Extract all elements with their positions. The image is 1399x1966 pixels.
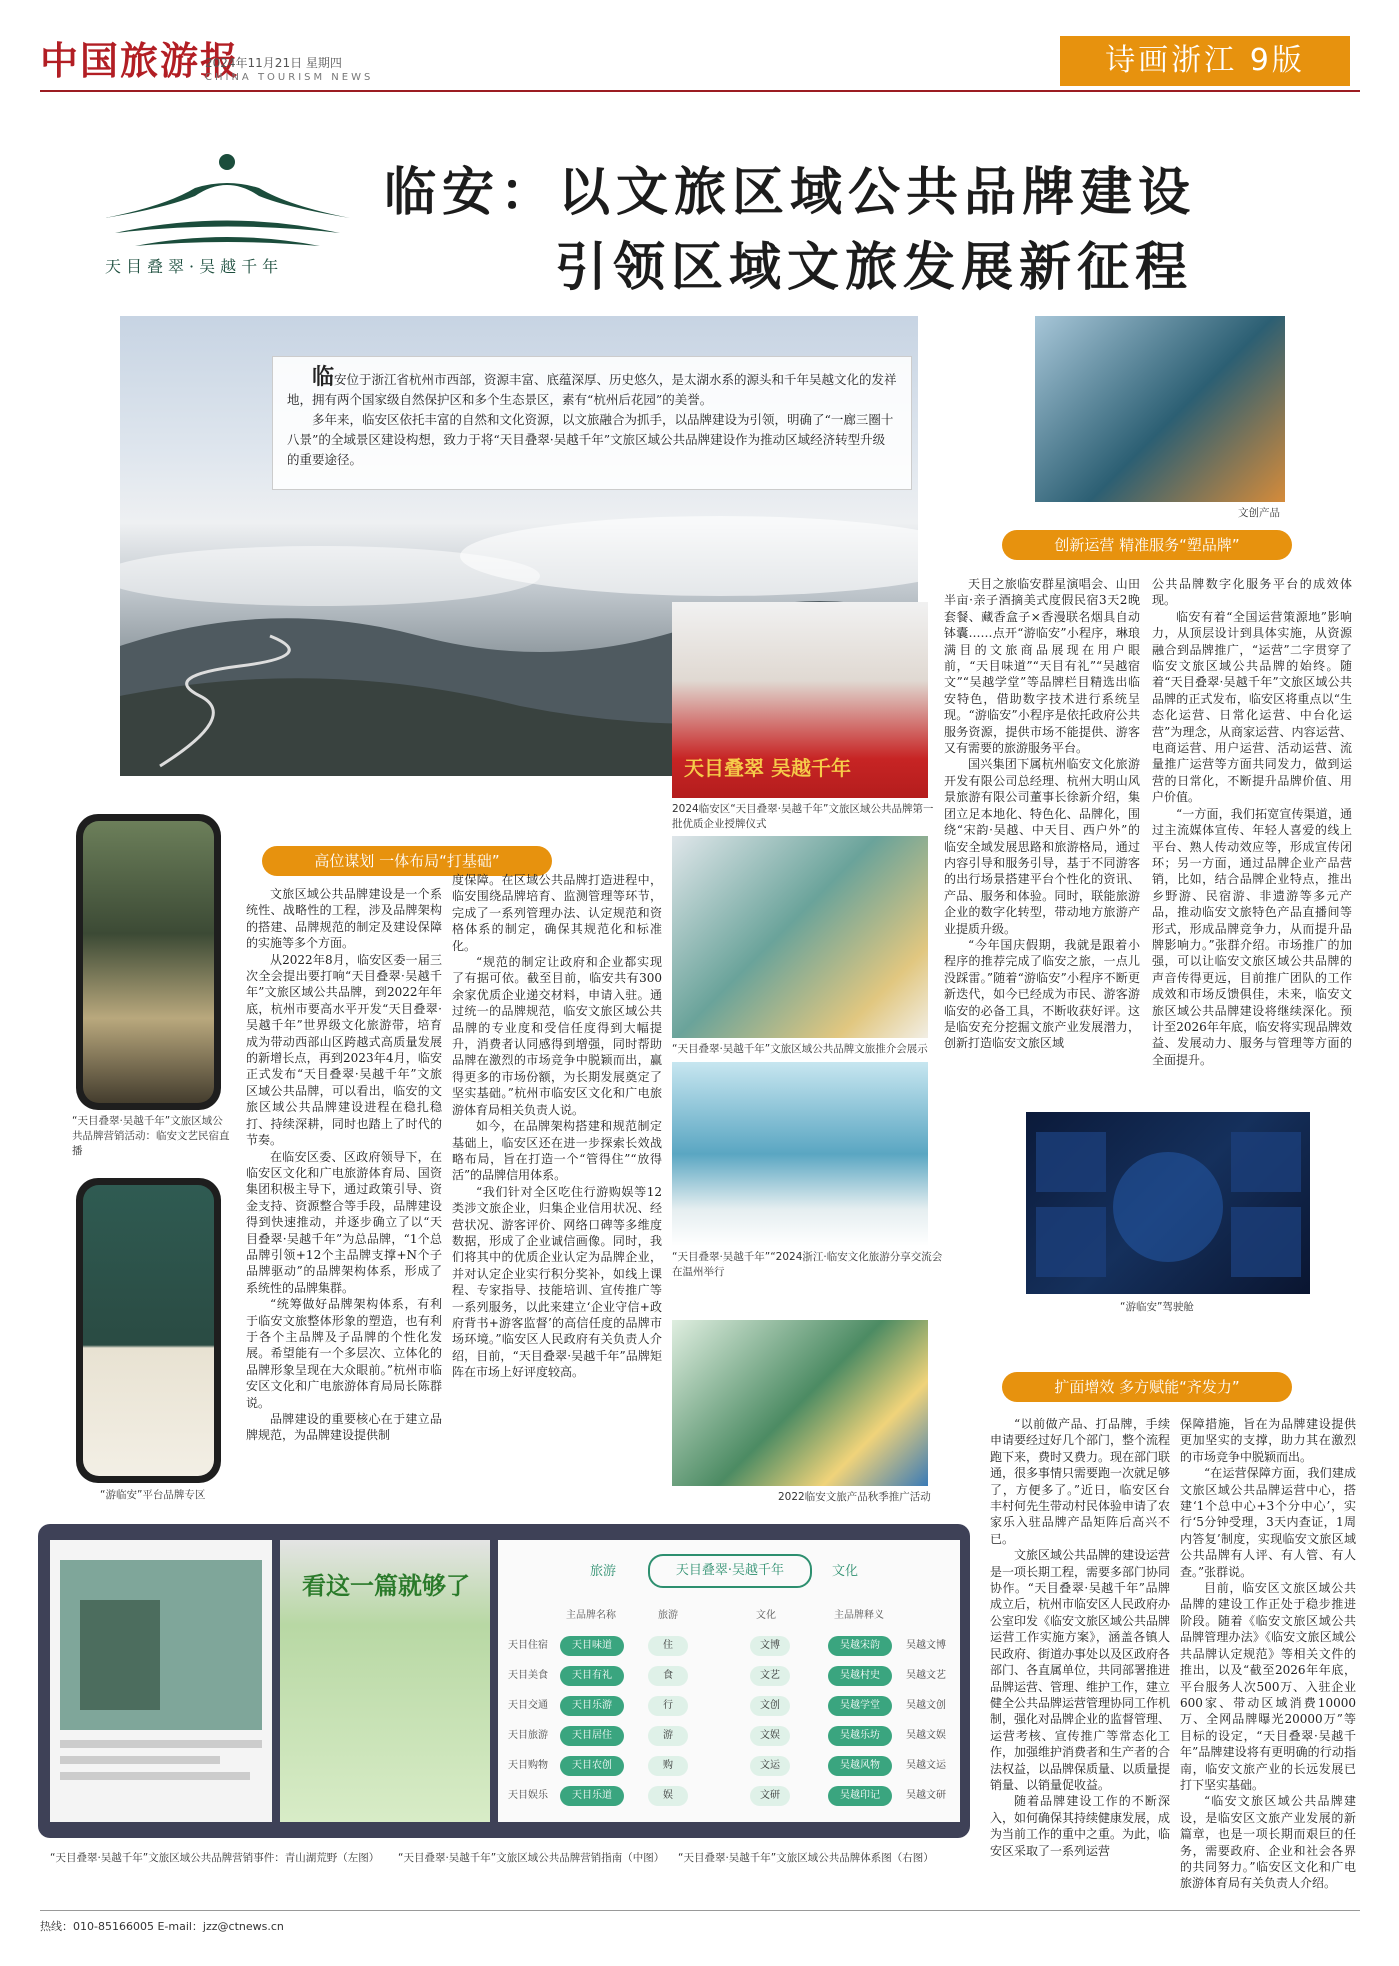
- section-tab: 诗画浙江 9版: [1060, 36, 1350, 86]
- newspaper-english-name: CHINA TOURISM NEWS: [205, 72, 374, 83]
- diagram-center: 天目叠翠·吴越千年: [648, 1554, 812, 1588]
- caption-phone-2: “游临安”平台品牌专区: [100, 1489, 206, 1501]
- diagram-left-node: 天目味道: [560, 1636, 624, 1656]
- paragraph: 如今，在品牌架构搭建和规范制定基础上，临安区还在进一步探索长效战略布局，旨在打造一个“管得住”“放得活”的品牌信用体系。: [452, 1119, 662, 1183]
- diagram-right-node: 吴越风物: [828, 1756, 892, 1776]
- article-column-c1: [990, 1416, 1170, 1902]
- diagram-right-label: 文化: [832, 1564, 859, 1579]
- brand-system-diagram: [498, 1540, 960, 1822]
- paragraph: 文旅区域公共品牌的建设运营是一项长期工程，需要多部门协同协作。“天目叠翠·吴越千年”品牌成立后，杭州市临安区人民政府办公室印发《临安文旅区域公共品牌运营工作实施方案》，涵盖各镇人民政府、街道办事处以及区政府各部门、各直属单位，共同部署推进品牌运营、管理、维护工作，建立健全公共品牌运营管理协同工作机制，强化对品牌企业的监督管理、运营考核、宣传推广等常态化工作，加强维护消费者和生产者的合法权益，以品牌保质量、以质量提销量、以销量促收益。: [990, 1548, 1170, 1792]
- diagram-left-tag: 天目购物: [508, 1760, 548, 1771]
- diagram-left-tag: 天目娱乐: [508, 1790, 548, 1801]
- diagram-mid-right: 文运: [750, 1756, 790, 1776]
- cultural-products-photo: [1035, 316, 1285, 502]
- section-banner-1: 高位谋划 一体布局“打基础”: [262, 846, 552, 876]
- diagram-right-tag: 吴越文娱: [906, 1730, 946, 1741]
- paragraph: “统筹做好品牌架构体系，有利于临安文旅整体形象的塑造，也有利于各个主品牌及子品牌的个性化发展。希望能有一个多层次、立体化的品牌形象呈现在大众眼前。”杭州市临安区文化和广电旅游体育局局长陈群说。: [246, 1297, 442, 1410]
- diagram-mid-left: 住: [648, 1636, 688, 1656]
- diagram-mid-left: 食: [648, 1666, 688, 1686]
- article-column-a1: [246, 886, 442, 1512]
- diagram-mid-right: 文研: [750, 1786, 790, 1806]
- diagram-column-head: 主品牌释义: [834, 1610, 884, 1621]
- paragraph: 公共品牌数字化服务平台的成效体现。: [1152, 577, 1352, 608]
- paragraph: 随着品牌建设工作的不断深入，如何确保其持续健康发展，成为当前工作的重中之重。为此，临安区采取了一系列运营: [990, 1794, 1170, 1858]
- diagram-left-tag: 天目交通: [508, 1700, 548, 1711]
- caption-phone-1: “天目叠翠·吴越千年”文旅区域公共品牌营销活动：临安文艺民宿直播: [72, 1115, 230, 1157]
- caption-cups: 文创产品: [1238, 507, 1280, 519]
- diagram-right-tag: 吴越文艺: [906, 1670, 946, 1681]
- diagram-right-tag: 吴越文运: [906, 1760, 946, 1771]
- dashboard-graphics: [1026, 1112, 1310, 1294]
- diagram-left-tag: 天目美食: [508, 1670, 548, 1681]
- diagram-column-head: 文化: [756, 1610, 776, 1621]
- phone-platform: [76, 1178, 221, 1483]
- paragraph: 在临安区委、区政府领导下，在临安区文化和广电旅游体育局、国资集团积极主导下，通过政策引导、资金支持、资源整合等手段，品牌建设得到快速推动，并逐步确立了以“天目叠翠·吴越千年”为总品牌，“1个总品牌引领+12个主品牌支撑+N个子品牌驱动”的品牌架构体系，形成了系统性的品牌集群。: [246, 1149, 442, 1295]
- article-column-a2: [452, 872, 662, 1504]
- footer-rule: [40, 1910, 1360, 1911]
- paragraph: 天目之旅临安群星演唱会、山田半亩·亲子酒摘美式度假民宿3天2晚套餐、藏香盒子×香漫联名烟具自动钵囊……点开“游临安”小程序，琳琅满目的文旅商品展现在用户眼前，“天目味道”“天目有礼”“吴越宿文”“吴越学堂”等品牌栏目精选出临安特色，借助数字技术进行系统呈现。“游临安”小程序是依托政府公共服务资源，提供市场不能提供、游客又有需要的旅游服务平台。: [944, 577, 1140, 756]
- paragraph: “我们针对全区吃住行游购娱等12类涉文旅企业，归集企业信用状况、经营状况、游客评价、网络口碑等多维度数据，形成了企业诚信画像。同时，我们将其中的优质企业认定为品牌企业，并对认定企业实行积分奖补，如线上课程、专家指导、技能培训、宣传推广等一系列服务，以此来建立‘企业守信+政府背书+游客监督’的高信任度的品牌市场环境。”临安区人民政府有关负责人介绍，目前，“天目叠翠·吴越千年”品牌矩阵在市场上好评度较高。: [452, 1184, 662, 1380]
- footer-contact: 热线：010-85166005 E-mail：jzz@ctnews.cn: [40, 1920, 284, 1933]
- diagram-right-node: 吴越学堂: [828, 1696, 892, 1716]
- paragraph: 目前，临安区文旅区域公共品牌的建设工作正处于稳步推进阶段。随着《临安文旅区域公共品牌管理办法》《临安文旅区域公共品牌认定规范》等相关文件的推出，以及“截至2026年年底，平台服务人次500万、入驻企业600家、带动区域消费10000万、全网品牌曝光20000万”等目标的设定，“天目叠翠·吴越千年”品牌建设将有更明确的行动指南，临安文旅产业的长远发展已打下坚实基础。: [1180, 1581, 1356, 1792]
- diagram-left-tag: 天目住宿: [508, 1640, 548, 1651]
- diagram-right-node: 吴越印记: [828, 1786, 892, 1806]
- headline-line-2: 引领区域文旅发展新征程: [555, 237, 1194, 298]
- diagram-right-node: 吴越村史: [828, 1666, 892, 1686]
- masthead-rule: [40, 90, 1360, 92]
- caption-booth: 2022临安文旅产品秋季推广活动: [778, 1491, 931, 1503]
- diagram-mid-right: 文博: [750, 1636, 790, 1656]
- diagram-left-node: 天目有礼: [560, 1666, 624, 1686]
- diagram-left-node: 天目农创: [560, 1756, 624, 1776]
- paragraph: 临安有着“全国运营策源地”影响力，从顶层设计到具体实施，从资源融合到品牌推广，“运营”二字贯穿了临安文旅区域公共品牌的始终。随着“天目叠翠·吴越千年”文旅区域公共品牌的正式发布，临安区将重点以“生态化运营、日常化运营、中台化运营”为理念，从商家运营、内容运营、电商运营、用户运营、活动运营、流量推广运营等方面共同发力，做到运营的日常化，不断提升品牌价值、用户价值。: [1152, 609, 1352, 805]
- diagram-mid-left: 娱: [648, 1786, 688, 1806]
- brand-tagline: 天目叠翠·吴越千年: [105, 257, 284, 276]
- paragraph: 文旅区域公共品牌建设是一个系统性、战略性的工程，涉及品牌架构的搭建、品牌规范的制定及建设保障的实施等多个方面。: [246, 887, 442, 951]
- intro-box: [272, 356, 912, 490]
- paragraph: “今年国庆假期，我就是跟着小程序的推荐完成了临安之旅，一点儿没踩雷。”随着“游临安”小程序不断更新迭代，如今已经成为市民、游客游临安的必备工具，不断收获好评。这是临安充分挖掘文旅产业发展潜力，创新打造临安文旅区域: [944, 937, 1140, 1051]
- caption-expo: “天目叠翠·吴越千年”文旅区域公共品牌文旅推介会展示: [672, 1043, 928, 1055]
- conference-photo: [672, 1062, 928, 1246]
- phone-livestream: [76, 814, 221, 1110]
- intro-paragraph-1: 安位于浙江省杭州市西部，资源丰富、底蕴深厚、历史悠久，是太湖水系的源头和千年吴越文化的发祥地，拥有两个国家级自然保护区和多个生态景区，素有“杭州后花园”的美誉。: [287, 372, 897, 407]
- caption-stage: 2024临安区“天目叠翠·吴越千年”文旅区域公共品牌第一批优质企业授牌仪式: [672, 803, 934, 830]
- diagram-left-node: 天目乐游: [560, 1696, 624, 1716]
- diagram-mid-right: 文创: [750, 1696, 790, 1716]
- paragraph: 国兴集团下属杭州临安文化旅游开发有限公司总经理、杭州大明山风景旅游有限公司董事长徐新介绍，集团立足本地化、特色化、品牌化，围绕“宋韵·吴越、中天目、西户外”的临安全域发展思路和旅游格局，通过内容引导和服务引导，基于不同游客的出行场景搭建平台个性化的资讯、产品、服务和体验。同时，联能旅游企业的数字化转型，带动地方旅游产业提质升级。: [944, 757, 1140, 936]
- paragraph: 从2022年8月，临安区委一届三次全会提出要打响“天目叠翠·吴越千年”文旅区域公共品牌，到2022年年底，杭州市要高水平开发“天目叠翠·吴越千年”世界级文化旅游带，培育成为带动西部山区跨越式高质量发展的新增长点，再到2023年4月，临安正式发布“天目叠翠·吴越千年”文旅区域公共品牌，可以看出，临安的文旅区域公共品牌建设进程在稳扎稳打、持续深耕，同时也踏上了时代的节奏。: [246, 952, 442, 1148]
- diagram-mid-left: 购: [648, 1756, 688, 1776]
- diagram-left-node: 天目乐道: [560, 1786, 624, 1806]
- diagram-right-tag: 吴越文博: [906, 1640, 946, 1651]
- caption-conference: “天目叠翠·吴越千年”“2024浙江·临安文化旅游分享交流会在温州举行: [672, 1251, 943, 1278]
- intro-drop-cap: 临: [312, 364, 335, 390]
- section-banner-2: 创新运营 精准服务“塑品牌”: [1002, 530, 1292, 560]
- stage-sign-text: 天目叠翠 吴越千年: [684, 756, 851, 780]
- diagram-column-head: 旅游: [658, 1610, 678, 1621]
- article-column-b1: [944, 576, 1140, 1102]
- diagram-right-tag: 吴越文研: [906, 1790, 946, 1801]
- diagram-column-head: 主品牌名称: [566, 1610, 616, 1621]
- diagram-right-node: 吴越乐坊: [828, 1726, 892, 1746]
- paragraph: “一方面，我们拓宽宣传渠道，通过主流媒体宣传、年轻人喜爱的线上平台、熟人传动效应等，形成宣传闭环；另一方面，通过品牌企业产品营销，比如，结合品牌企业特点，推出乡野游、民宿游、非遗游等多元产品，推动临安文旅特色产品直播间等形式，形成品牌竞争力，从而提升品牌影响力。”张群介绍。市场推广的加强，可以让临安文旅区域公共品牌的声音传得更远，目前推广团队的工作成效和市场反馈俱佳，未来，临安文旅区域公共品牌建设将继续深化。预计至2026年年底，临安将实现品牌效益、发展动力、服务与管理等方面的全面提升。: [1152, 806, 1352, 1067]
- expo-booth-photo: [672, 836, 928, 1038]
- web-page-screenshot: [50, 1540, 272, 1822]
- headline-line-1: 临安：以文旅区域公共品牌建设: [384, 162, 1197, 223]
- caption-bottom-1: “天目叠翠·吴越千年”文旅区域公共品牌营销事件：青山湖荒野（左图）: [50, 1852, 380, 1864]
- paragraph: “临安文旅区域公共品牌建设，是临安区文旅产业发展的新篇章，也是一项长期而艰巨的任务，需要政府、企业和社会各界的共同努力。”临安区文化和广电旅游体育局有关负责人介绍。: [1180, 1794, 1356, 1891]
- caption-bottom-2: “天目叠翠·吴越千年”文旅区域公共品牌营销指南（中图）: [398, 1852, 665, 1864]
- diagram-left-label: 旅游: [590, 1564, 617, 1579]
- paragraph: “以前做产品、打品牌，手续申请要经过好几个部门，整个流程跑下来，费时又费力。现在部门联通，很多事情只需要跑一次就足够了，方便多了。”近日，临安区台丰村何先生带动村民体验申请了农家乐入驻品牌产品矩阵后高兴不已。: [990, 1417, 1170, 1546]
- newspaper-logo: 中国旅游报: [40, 38, 241, 83]
- article-column-b2: [1152, 576, 1352, 1102]
- diagram-left-node: 天目居住: [560, 1726, 624, 1746]
- diagram-left-tag: 天目旅游: [508, 1730, 548, 1741]
- diagram-right-node: 吴越宋韵: [828, 1636, 892, 1656]
- web-page-illustration: [50, 1540, 272, 1822]
- paragraph: 保障措施，旨在为品牌建设提供更加坚实的支撑，助力其在激烈的市场竞争中脱颖而出。: [1180, 1417, 1356, 1464]
- diagram-mid-left: 行: [648, 1696, 688, 1716]
- poster-title: 看这一篇就够了: [302, 1572, 470, 1600]
- paragraph: 度保障。在区域公共品牌打造进程中，临安围绕品牌培育、监测管理等环节，完成了一系列管理办法、认定规范和资格体系的制定，确保其规范化和标准化。: [452, 873, 662, 953]
- section-banner-3: 扩面增效 多方赋能“齐发力”: [1002, 1372, 1292, 1402]
- dashboard-screen: [1026, 1112, 1310, 1294]
- promotion-booth-photo: [672, 1320, 928, 1486]
- caption-dashboard: “游临安”驾驶舱: [1120, 1301, 1194, 1313]
- caption-bottom-3: “天目叠翠·吴越千年”文旅区域公共品牌体系图（右图）: [678, 1852, 934, 1864]
- diagram-mid-right: 文娱: [750, 1726, 790, 1746]
- diagram-right-tag: 吴越文创: [906, 1700, 946, 1711]
- paragraph: “在运营保障方面，我们建成文旅区域公共品牌运营中心，搭建‘1个总中心+3个分中心’，实行‘5分钟受理，3天内查证，1周内答复’制度，实现临安文旅区域公共品牌有人评、有人管、有人查。”张群说。: [1180, 1466, 1356, 1579]
- paragraph: 品牌建设的重要核心在于建立品牌规范，为品牌建设提供制: [246, 1412, 442, 1443]
- intro-paragraph-2: 多年来，临安区依托丰富的自然和文化资源，以文旅融合为抓手，以品牌建设为引领，明确了“一廊三圈十八景”的全域景区建设构想，致力于将“天目叠翠·吴越千年”文旅区域公共品牌建设作为推动区域经济转型升级的重要途径。: [287, 412, 894, 467]
- diagram-mid-right: 文艺: [750, 1666, 790, 1686]
- paragraph: “规范的制定让政府和企业都实现了有据可依。截至目前，临安共有300余家优质企业递交材料，申请入驻。通过统一的品牌规范，临安文旅区域公共品牌的专业度和受信任度得到大幅提升，消费者认同感得到增强，同时帮助品牌在激烈的市场竞争中脱颖而出，赢得更多的市场份额，为长期发展奠定了坚实基础。”杭州市临安区文化和广电旅游体育局相关负责人说。: [452, 955, 662, 1117]
- issue-date: 2024年11月21日 星期四: [205, 56, 342, 70]
- diagram-mid-left: 游: [648, 1726, 688, 1746]
- article-column-c2: [1180, 1416, 1356, 1902]
